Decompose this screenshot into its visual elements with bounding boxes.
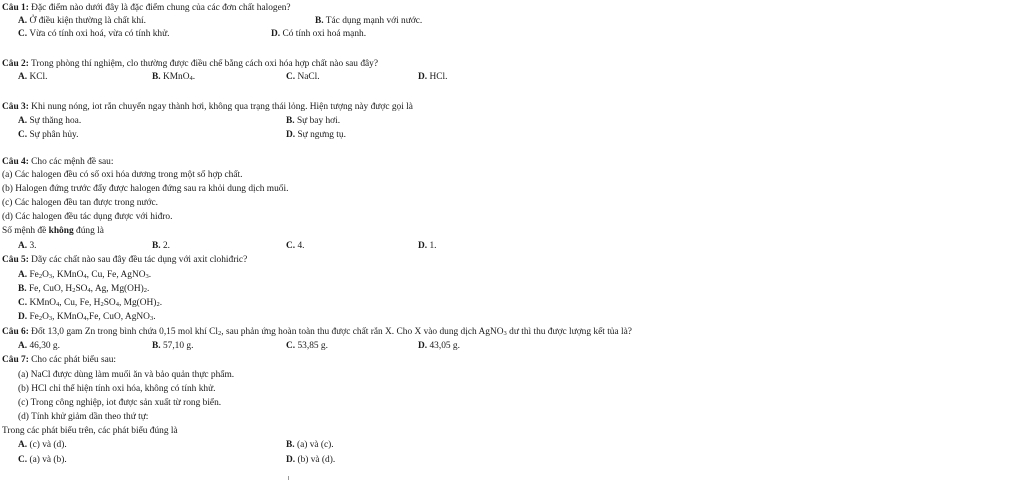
q6-option-b: B. 57,10 g. — [152, 341, 194, 351]
q7-option-c: C. (a) và (b). — [18, 455, 67, 465]
q4-statement-d: (d) Các halogen đều tác dụng được với hiđro. — [2, 212, 173, 222]
question-5-stem: Câu 5: Dãy các chất nào sau đây đều tác dụng với axit clohiđric? — [2, 255, 248, 265]
q2-option-a: A. KCl. — [18, 72, 48, 82]
q4-option-b: B. 2. — [152, 241, 170, 251]
question-4-stem: Câu 4: Cho các mệnh đề sau: — [2, 157, 114, 167]
page-edge-mark — [288, 476, 289, 480]
q1-option-c: C. Vừa có tính oxi hoá, vừa có tính khử. — [18, 29, 170, 39]
q3-option-d: D. Sự ngưng tụ. — [286, 130, 346, 140]
q6-option-d: D. 43,05 g. — [418, 341, 460, 351]
q1-option-a: A. Ở điều kiện thường là chất khí. — [18, 16, 146, 26]
q7-option-d: D. (b) và (d). — [286, 455, 336, 465]
q4-statement-a: (a) Các halogen đều có số oxi hóa dương trong một số hợp chất. — [2, 170, 243, 180]
q7-statement-a: (a) NaCl được dùng làm muối ăn và bảo quản thực phẩm. — [18, 370, 235, 380]
q5-option-d: D. Fe2O3, KMnO4,Fe, CuO, AgNO3. — [18, 312, 156, 322]
q3-option-b: B. Sự bay hơi. — [286, 116, 341, 126]
q6-option-a: A. 46,30 g. — [18, 341, 60, 351]
q1-option-b: B. Tác dụng mạnh với nước. — [315, 16, 423, 26]
q4-option-c: C. 4. — [286, 241, 305, 251]
q1-option-d: D. Có tính oxi hoá mạnh. — [271, 29, 367, 39]
q4-statement-c: (c) Các halogen đều tan được trong nước. — [2, 198, 158, 208]
q4-option-d: D. 1. — [418, 241, 437, 251]
q4-question: Số mệnh đề không đúng là — [2, 226, 104, 236]
question-2-stem: Câu 2: Trong phòng thí nghiệm, clo thường được điều chế bằng cách oxi hóa hợp chất nào sau đây? — [2, 59, 379, 69]
q5-option-b: B. Fe, CuO, H2SO4, Ag, Mg(OH)2. — [18, 284, 150, 294]
question-3-stem: Câu 3: Khi nung nóng, iot rắn chuyển ngay thành hơi, không qua trạng thái lỏng. Hiện tượng này được gọi là — [2, 102, 413, 112]
question-1-stem: Câu 1: Đặc điểm nào dưới đây là đặc điểm chung của các đơn chất halogen? — [2, 3, 291, 13]
question-7-stem: Câu 7: Cho các phát biểu sau: — [2, 355, 117, 365]
q3-option-a: A. Sự thăng hoa. — [18, 116, 82, 126]
q5-option-a: A. Fe2O3, KMnO4, Cu, Fe, AgNO3. — [18, 270, 152, 280]
q6-option-c: C. 53,85 g. — [286, 341, 328, 351]
q5-option-c: C. KMnO4, Cu, Fe, H2SO4, Mg(OH)2. — [18, 298, 163, 308]
q7-statement-d: (d) Tính khử giảm dần theo thứ tự: — [18, 412, 149, 422]
q7-statement-c: (c) Trong công nghiệp, iot được sản xuất từ rong biển. — [18, 398, 222, 408]
q7-option-b: B. (a) và (c). — [286, 440, 334, 450]
q4-statement-b: (b) Halogen đứng trước đẩy được halogen đứng sau ra khỏi dung dịch muối. — [2, 184, 289, 194]
q7-option-a: A. (c) và (d). — [18, 440, 67, 450]
q3-option-c: C. Sự phân hủy. — [18, 130, 79, 140]
q2-option-c: C. NaCl. — [286, 72, 320, 82]
question-6-stem: Câu 6: Đốt 13,0 gam Zn trong bình chứa 0,15 mol khí Cl2, sau phản ứng hoàn toàn thu được chất rắn X. Cho X vào dung dịch AgNO3 dư thì thu được lượng kết tủa là? — [2, 327, 632, 337]
q7-question: Trong các phát biểu trên, các phát biểu đúng là — [2, 426, 178, 436]
q7-statement-b: (b) HCl chỉ thể hiện tính oxi hóa, không có tính khử. — [18, 384, 216, 394]
q2-option-d: D. HCl. — [418, 72, 448, 82]
q2-option-b: B. KMnO4. — [152, 72, 196, 82]
q4-option-a: A. 3. — [18, 241, 37, 251]
